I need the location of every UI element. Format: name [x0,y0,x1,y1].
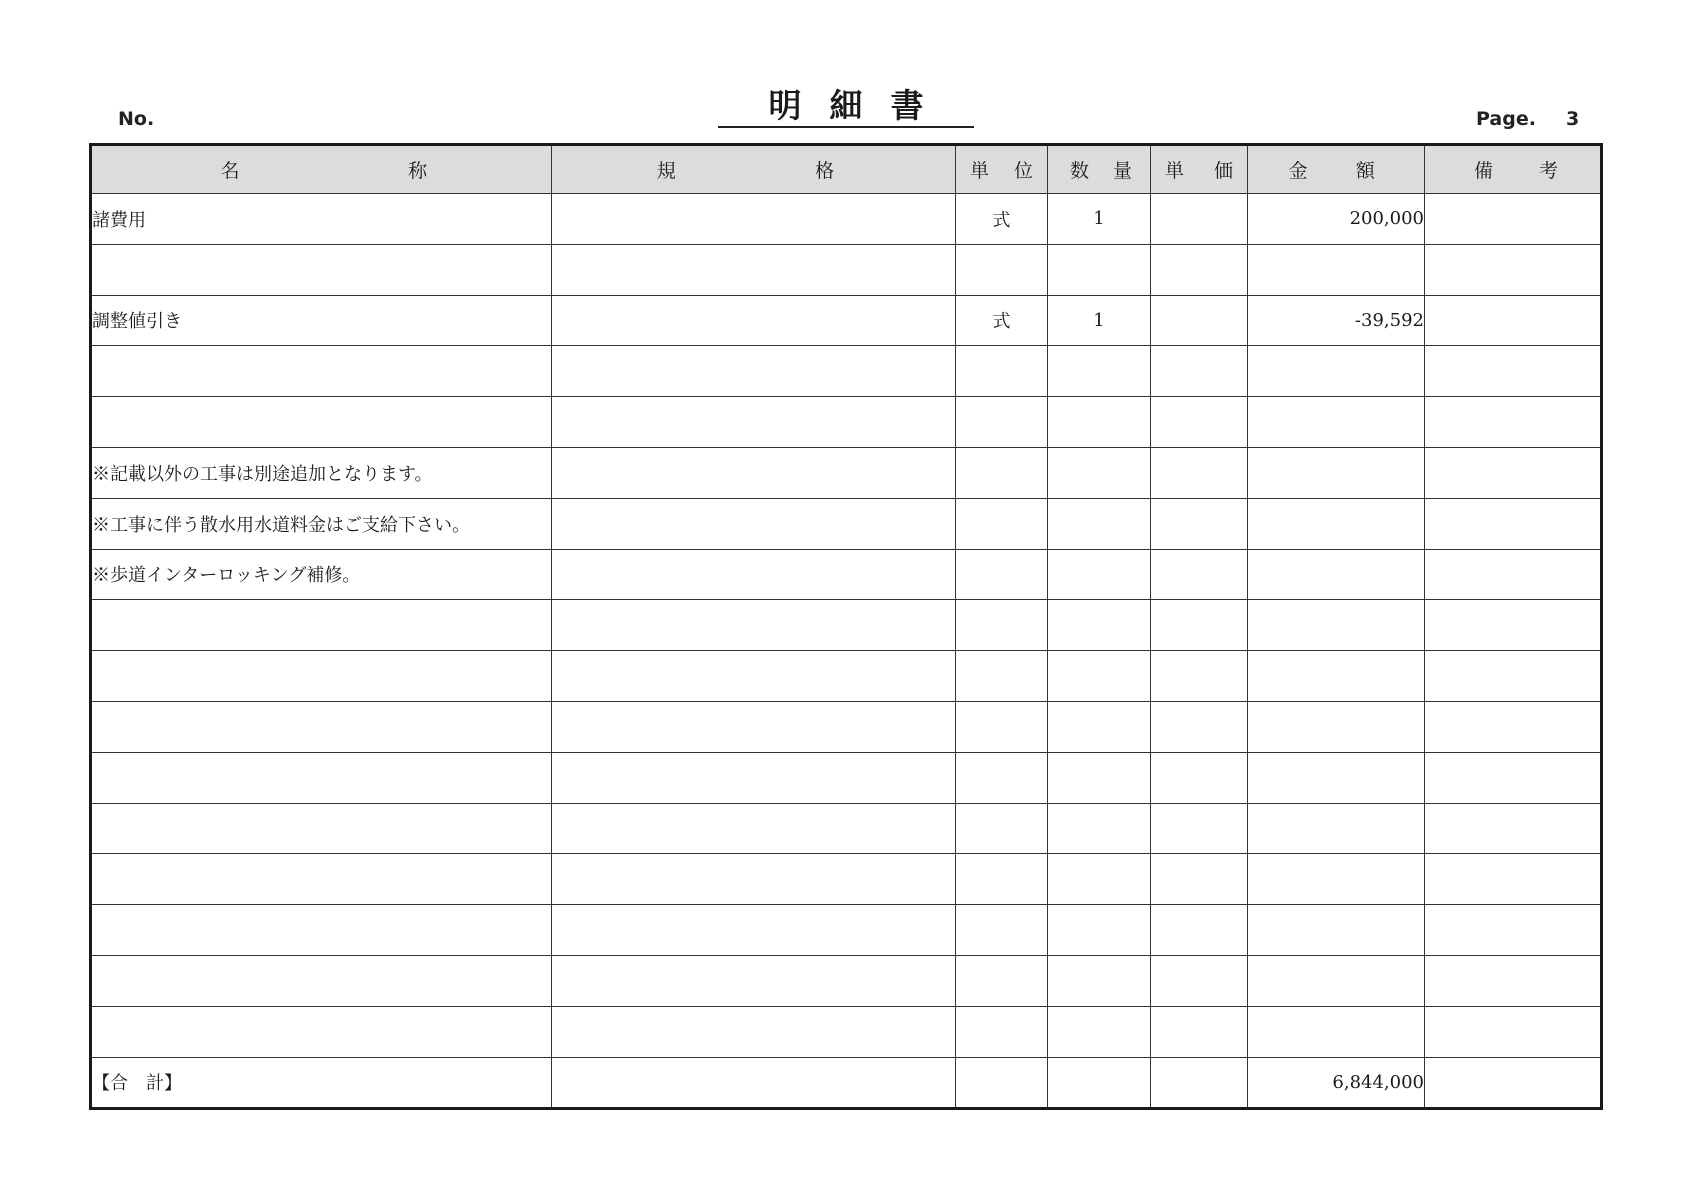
item-unit-cell: 式 [956,194,1048,245]
total-amount: 6,844,000 [1248,1057,1425,1109]
item-spec-cell [552,447,956,498]
item-amount-cell [1248,447,1425,498]
total-remarks-cell [1425,1057,1602,1109]
item-amount-cell [1248,752,1425,803]
item-name-cell [91,955,552,1006]
item-amount-cell [1248,244,1425,295]
item-unit-cell [956,701,1048,752]
item-amount-cell [1248,955,1425,1006]
table-row [91,447,1602,498]
item-amount-cell: 200,000 [1248,194,1425,245]
item-unit-cell [956,752,1048,803]
item-remarks-cell [1425,346,1602,397]
item-unit-price-cell [1151,447,1248,498]
item-amount-cell [1248,803,1425,854]
item-unit-price-cell [1151,549,1248,600]
item-unit-cell [956,600,1048,651]
item-unit-price-cell [1151,752,1248,803]
item-spec-cell [552,244,956,295]
item-remarks-cell [1425,244,1602,295]
item-spec-cell [552,397,956,448]
item-remarks-cell [1425,194,1602,245]
document-number-label: No. [118,108,155,130]
item-unit-cell [956,854,1048,905]
item-unit-cell [956,955,1048,1006]
item-unit-cell [956,651,1048,702]
item-quantity-cell [1048,447,1151,498]
header-row [91,145,1602,194]
item-quantity-cell [1048,651,1151,702]
item-remarks-cell [1425,651,1602,702]
item-name-cell [91,600,552,651]
table-row [91,244,1602,295]
total-unit-price-cell [1151,1057,1248,1109]
item-unit-price-cell [1151,955,1248,1006]
table-row [91,803,1602,854]
item-unit-price-cell [1151,1006,1248,1057]
item-unit-cell [956,803,1048,854]
item-quantity-cell [1048,955,1151,1006]
title-underline [718,86,974,128]
item-name-cell [91,854,552,905]
column-header-amount: 金 額 [1248,145,1425,194]
item-spec-cell [552,955,956,1006]
item-name-cell [91,1006,552,1057]
item-name-cell: ※工事に伴う散水用水道料金はご支給下さい。 [91,498,552,549]
item-amount-cell [1248,397,1425,448]
item-quantity-cell [1048,498,1151,549]
item-unit-cell [956,498,1048,549]
detail-table-container [89,143,1600,1110]
item-unit-cell [956,397,1048,448]
item-unit-cell [956,447,1048,498]
item-amount-cell [1248,854,1425,905]
item-quantity-cell [1048,803,1151,854]
item-unit-price-cell [1151,905,1248,956]
item-spec-cell [552,1006,956,1057]
item-spec-cell [552,854,956,905]
column-header-remarks: 備 考 [1425,145,1602,194]
item-amount-cell [1248,498,1425,549]
column-header-name: 名 称 [91,145,552,194]
item-unit-cell: 式 [956,295,1048,346]
table-row [91,549,1602,600]
table-row [91,701,1602,752]
item-quantity-cell [1048,701,1151,752]
column-header-quantity: 数 量 [1048,145,1151,194]
table-row [91,905,1602,956]
item-quantity-cell [1048,346,1151,397]
item-amount-cell: -39,592 [1248,295,1425,346]
item-amount-cell [1248,346,1425,397]
item-amount-cell [1248,549,1425,600]
item-remarks-cell [1425,803,1602,854]
item-unit-price-cell [1151,498,1248,549]
item-name-cell: 調整値引き [91,295,552,346]
item-remarks-cell [1425,498,1602,549]
item-quantity-cell [1048,244,1151,295]
item-spec-cell [552,803,956,854]
item-spec-cell [552,498,956,549]
item-quantity-cell [1048,397,1151,448]
table-row [91,397,1602,448]
total-row [91,1057,1602,1109]
item-unit-cell [956,1006,1048,1057]
item-spec-cell [552,600,956,651]
page-number: 3 [1566,108,1580,130]
table-row [91,295,1602,346]
item-unit-price-cell [1151,701,1248,752]
table-row [91,1006,1602,1057]
detail-table [89,143,1603,1110]
item-unit-cell [956,346,1048,397]
item-quantity-cell: 1 [1048,295,1151,346]
item-name-cell [91,701,552,752]
item-spec-cell [552,651,956,702]
item-amount-cell [1248,1006,1425,1057]
item-unit-price-cell [1151,244,1248,295]
item-amount-cell [1248,651,1425,702]
item-name-cell [91,244,552,295]
item-name-cell [91,651,552,702]
item-quantity-cell [1048,752,1151,803]
item-remarks-cell [1425,447,1602,498]
item-unit-price-cell [1151,397,1248,448]
item-remarks-cell [1425,397,1602,448]
item-name-cell [91,905,552,956]
total-quantity-cell [1048,1057,1151,1109]
item-spec-cell [552,346,956,397]
item-remarks-cell [1425,905,1602,956]
item-unit-price-cell [1151,346,1248,397]
total-label: 【合 計】 [91,1057,552,1109]
table-row [91,346,1602,397]
table-row [91,752,1602,803]
item-spec-cell [552,295,956,346]
document-header [0,0,1684,140]
item-spec-cell [552,194,956,245]
item-name-cell: ※歩道インターロッキング補修。 [91,549,552,600]
item-amount-cell [1248,600,1425,651]
detail-rows [91,194,1602,1109]
item-remarks-cell [1425,1006,1602,1057]
column-header-spec: 規 格 [552,145,956,194]
item-unit-price-cell [1151,854,1248,905]
item-amount-cell [1248,905,1425,956]
item-unit-price-cell [1151,803,1248,854]
item-remarks-cell [1425,600,1602,651]
table-row [91,498,1602,549]
table-row [91,651,1602,702]
item-name-cell [91,346,552,397]
total-unit-cell [956,1057,1048,1109]
item-quantity-cell [1048,905,1151,956]
item-remarks-cell [1425,295,1602,346]
item-name-cell [91,803,552,854]
item-spec-cell [552,701,956,752]
item-unit-price-cell [1151,651,1248,702]
page-title: 明細書 [768,86,952,125]
item-spec-cell [552,549,956,600]
page-label: Page. [1476,108,1536,130]
item-unit-price-cell [1151,194,1248,245]
item-unit-cell [956,905,1048,956]
column-header-unit-price: 単 価 [1151,145,1248,194]
item-remarks-cell [1425,549,1602,600]
item-quantity-cell [1048,600,1151,651]
item-unit-price-cell [1151,600,1248,651]
item-spec-cell [552,752,956,803]
item-unit-cell [956,549,1048,600]
item-name-cell: 諸費用 [91,194,552,245]
column-header-unit: 単 位 [956,145,1048,194]
item-remarks-cell [1425,752,1602,803]
table-row [91,194,1602,245]
item-unit-price-cell [1151,295,1248,346]
table-row [91,955,1602,1006]
item-quantity-cell [1048,549,1151,600]
item-quantity-cell [1048,1006,1151,1057]
item-unit-cell [956,244,1048,295]
item-name-cell: ※記載以外の工事は別途追加となります。 [91,447,552,498]
table-row [91,854,1602,905]
total-spec-cell [552,1057,956,1109]
item-remarks-cell [1425,955,1602,1006]
item-remarks-cell [1425,854,1602,905]
item-spec-cell [552,905,956,956]
item-remarks-cell [1425,701,1602,752]
item-name-cell [91,397,552,448]
item-quantity-cell: 1 [1048,194,1151,245]
table-row [91,600,1602,651]
item-amount-cell [1248,701,1425,752]
item-name-cell [91,752,552,803]
item-quantity-cell [1048,854,1151,905]
